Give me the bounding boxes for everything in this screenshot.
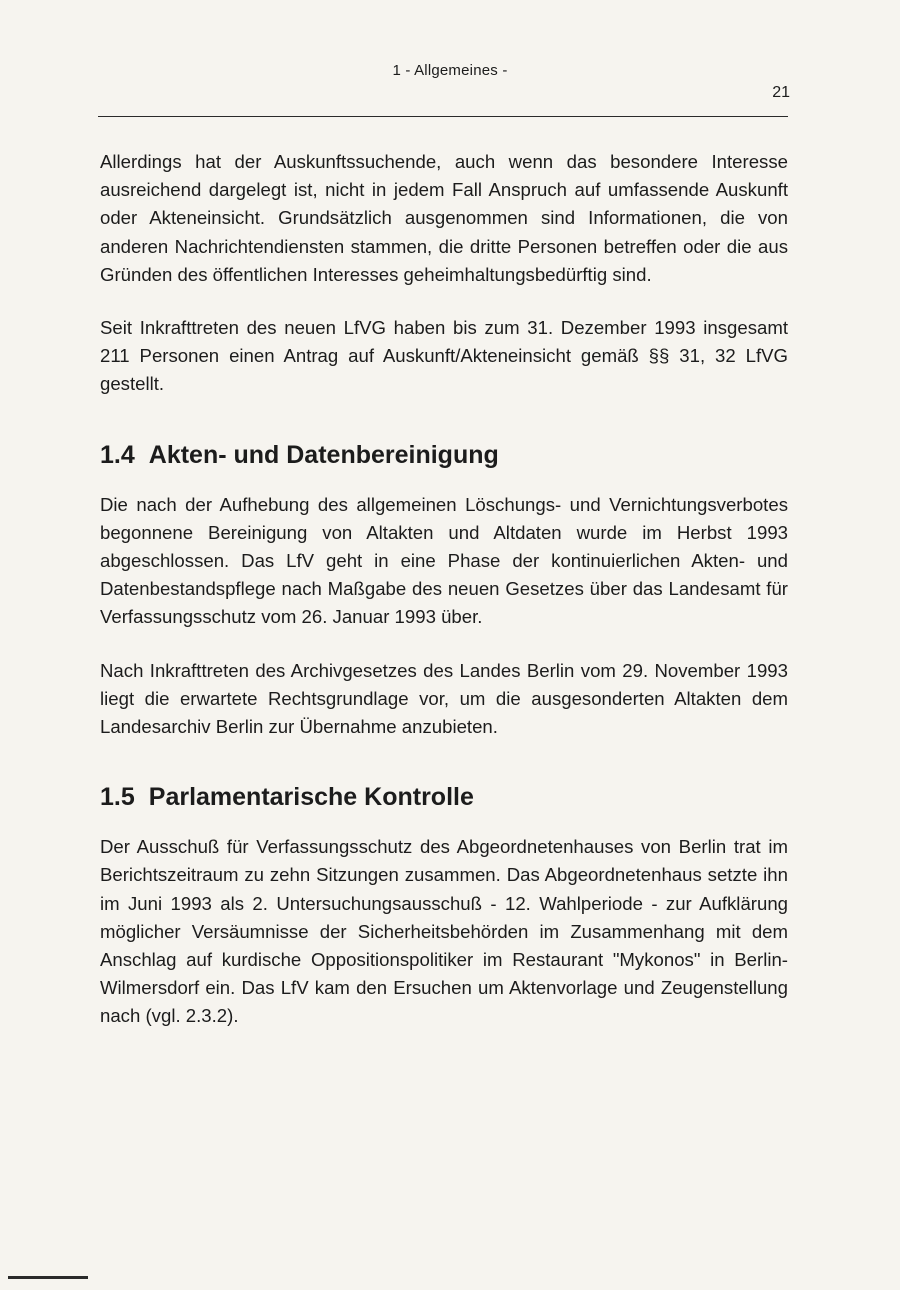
paragraph-antraege-statistik: Seit Inkrafttreten des neuen LfVG haben bis zum 31. Dezember 1993 insgesamt 211 Personen einen Antrag auf Auskunft/Akteneinsicht gemäß §§ 31, 32 LfVG gestellt. [100,317,788,395]
paragraph-auskunft-einschraenkung: Allerdings hat der Auskunftssuchende, auch wenn das besondere Interesse ausreichend dargelegt ist, nicht in jedem Fall Anspruch auf umfassende Auskunft oder Akteneinsicht. Grundsätzlich ausgenommen sind Informationen, die von anderen Nachrichtendiensten stammen, die dritte Personen betreffen oder die aus Gründen des öffentlichen Interesses geheimhaltungsbedürftig sind. [100,151,788,285]
header-rule [98,116,788,117]
running-header: 1 - Allgemeines - [392,62,508,79]
section-title: Parlamentarische Kontrolle [148,783,474,812]
paragraph-bereinigung: Die nach der Aufhebung des allgemeinen Löschungs- und Vernichtungsverbotes begonnene Bereinigung von Altakten und Altdaten wurde im Herbst 1993 abgeschlossen. Das LfV geht in eine Phase der kontinuierlichen Akten- und Datenbestandspflege nach Maßgabe des neuen Gesetzes über das Landesamt für Verfassungsschutz vom 26. Januar 1993 über. [100,493,788,628]
paragraph-archivgesetz: Nach Inkrafttreten des Archivgesetzes des Landes Berlin vom 29. November 1993 liegt die erwartete Rechtsgrundlage vor, um die ausgesonderten Altakten dem Landesarchiv Berlin zur Übernahme anzubieten. [100,659,788,738]
page-number: 21 [772,84,790,101]
section-heading-1-4 [100,439,788,471]
section-heading-1-5 [100,781,788,813]
main-content [100,148,788,1031]
paragraph-parlamentarische-kontrolle: Der Ausschuß für Verfassungsschutz des Abgeordnetenhauses von Berlin trat im Berichtszeitraum zu zehn Sitzungen zusammen. Das Abgeordnetenhaus setzte ihn im Juni 1993 als 2. Untersuchungsausschuß - 12. Wahlperiode - zur Aufklärung möglicher Versäumnisse der Sicherheitsbehörden im Zusammenhang mit dem Anschlag auf kurdische Oppositionspolitiker im Restaurant "Mykonos" in Berlin-Wilmersdorf ein. Das LfV kam den Ersuchen um Aktenvorlage und Zeugenstellung nach (vgl. 2.3.2). [100,836,788,1027]
section-number: 1.5 [100,783,135,812]
footer-scan-mark [8,1276,88,1279]
section-title: Akten- und Datenbereinigung [148,440,499,469]
section-number: 1.4 [100,440,135,469]
